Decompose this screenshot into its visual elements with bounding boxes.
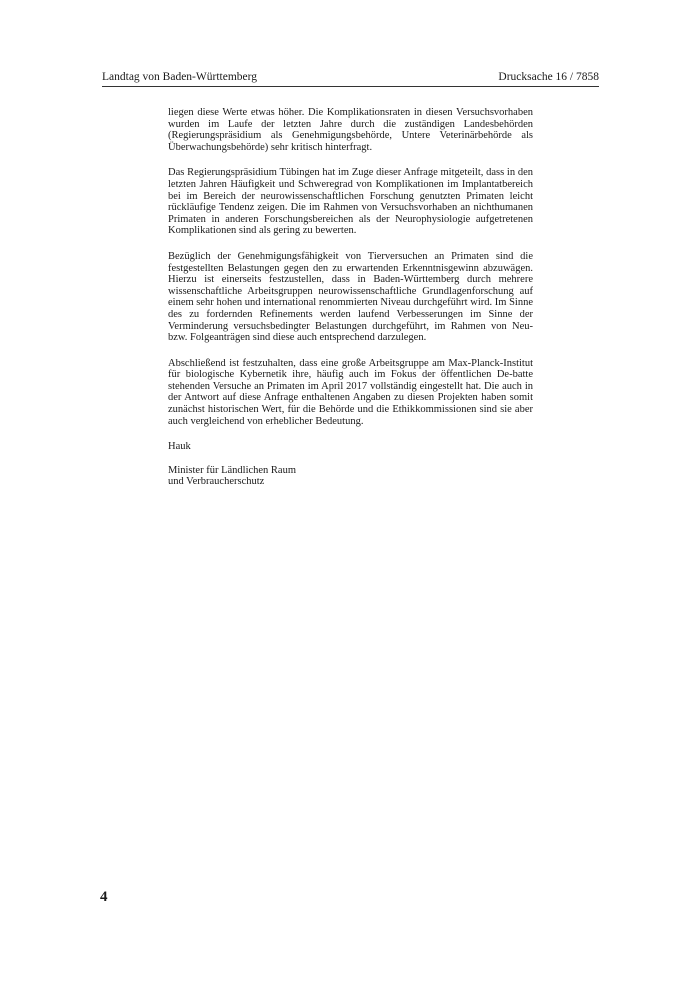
signature-name: Hauk — [168, 441, 191, 453]
paragraph-1: liegen diese Werte etwas höher. Die Komplikationsraten in diesen Versuchsvorhaben wurden im Laufe der letzten Jahre durch die zuständigen Landesbehörden (Regierungspräsidium als Genehmigungsbehörde, Untere Veterinärbehörde als Überwachungsbehörde) sehr kritisch hinterfragt. — [168, 107, 533, 153]
page-header — [102, 70, 599, 87]
document-body — [168, 107, 533, 488]
header-parliament-name: Landtag von Baden-Württemberg — [102, 71, 257, 83]
signature-title-line-1: Minister für Ländlichen Raum — [168, 464, 297, 476]
page-number: 4 — [100, 889, 108, 905]
paragraph-3: Bezüglich der Genehmigungsfähigkeit von Tierversuchen an Primaten sind die festgestellten Belastungen gegen den zu erwartenden Erkenntnisgewinn abzuwägen. Hierzu ist einerseits festzustellen, dass in Baden-Württemberg durch mehrere wissenschaftliche Arbeitsgruppen neurowissenschaftliche Grundlagenforschung auf einem sehr hohen und international renommierten Niveau durchgeführt wird. Im Sinne des zu fordernden Refinements werden laufend Verbesserungen im Sinne der Verminderung versuchsbedingter Belastungen durchgeführt, im Rahmen von Neu- bzw. Folgeanträgen sind diese auch entsprechend darzulegen. — [168, 250, 533, 344]
signature-title-line-2: und Verbraucherschutz — [168, 476, 265, 488]
paragraph-4: Abschließend ist festzuhalten, dass eine große Arbeitsgruppe am Max-Planck-Institut für biologische Kybernetik ihre, häufig auch im Fokus der öffentlichen De-batte stehenden Versuche an Primaten im April 2017 vollständig eingestellt hat. Die auch in der Antwort auf diese Anfrage enthaltenen Angaben zu diesen Projekten haben somit zunächst historischen Wert, für die Behörde und die Ethikkommissionen sind sie aber auch vergleichend von erheblicher Bedeutung. — [168, 357, 533, 427]
signature-block — [168, 441, 533, 488]
header-document-number: Drucksache 16 / 7858 — [498, 71, 599, 83]
paragraph-2: Das Regierungspräsidium Tübingen hat im Zuge dieser Anfrage mitgeteilt, dass in den letzten Jahren Häufigkeit und Schweregrad von Komplikationen im Implantatbereich bei im Bereich der neurowissenschaftlichen Forschung genutzten Primaten leicht rückläufige Tendenz zeigen. Die im Rahmen von Versuchsvorhaben an nichthumanen Primaten in anderen Forschungsbereichen als der Neurophysiologie aufgetretenen Komplikationen sind als gering zu bewerten. — [168, 167, 533, 237]
